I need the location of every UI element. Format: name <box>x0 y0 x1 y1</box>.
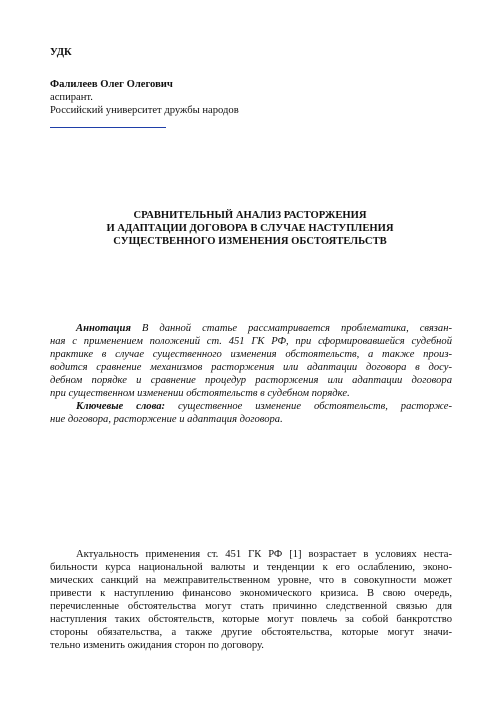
author-name: Фалилеев Олег Олегович <box>50 79 173 90</box>
annotation-line-1 <box>50 322 452 335</box>
header-divider <box>50 127 166 128</box>
body-line-3: мических санкций на межправительственном уровне, что в совокупности может <box>50 575 452 586</box>
keywords-line-1 <box>50 400 452 413</box>
annotation-line-4: водится сравнение механизмов расторжения или адаптации договора в досу- <box>50 362 452 373</box>
body-line-8: тельно изменить ожидания сторон по договору. <box>50 640 264 651</box>
udk-label: УДК <box>50 47 72 58</box>
body-line-6: наступления таких обстоятельств, которые могут повлечь за собой банкротство <box>50 614 452 625</box>
annotation-label: Аннотация <box>76 323 131 334</box>
body-line-1 <box>50 548 452 561</box>
author-affiliation: Российский университет дружбы народов <box>50 105 239 116</box>
keywords-line-2: ние договора, расторжение и адаптация договора. <box>50 414 283 425</box>
keywords-text: существенное изменение обстоятельств, расторже- <box>178 401 452 412</box>
body-line-2: бильности курса национальной валюты и тенденции к его ослаблению, эконо- <box>50 562 452 573</box>
body-line-4: привести к наступлению финансово экономического кризиса. В свою очередь, <box>50 588 452 599</box>
title-line-2: И АДАПТАЦИИ ДОГОВОРА В СЛУЧАЕ НАСТУПЛЕНИЯ <box>106 223 394 234</box>
title-line-1: СРАВНИТЕЛЬНЫЙ АНАЛИЗ РАСТОРЖЕНИЯ <box>133 210 367 221</box>
annotation-line-2: ная с применением положений ст. 451 ГК РФ, при сформировавшейся судебной <box>50 336 452 347</box>
body-line-5: перечисленные обстоятельства могут стать причинно следственной связью для <box>50 601 452 612</box>
annotation-line-5: дебном порядке и сравнение процедур расторжения или адаптации договора <box>50 375 452 386</box>
annotation-text: В данной статье рассматривается проблематика, связан- <box>141 323 452 334</box>
body-line-7: стороны обязательства, а также другие обстоятельства, которые могут значи- <box>50 627 452 638</box>
annotation-line-6: при существенном изменении обстоятельств в судебном порядке. <box>50 388 350 399</box>
author-position: аспирант. <box>50 92 93 103</box>
title-line-3: СУЩЕСТВЕННОГО ИЗМЕНЕНИЯ ОБСТОЯТЕЛЬСТВ <box>113 236 387 247</box>
body-text: Актуальность применения ст. 451 ГК РФ [1] возрастает в условиях неста- <box>76 549 452 560</box>
keywords-label: Ключевые слова: <box>76 401 166 412</box>
annotation-line-3: практике в случае существенного изменения обстоятельств, а также произ- <box>50 349 452 360</box>
